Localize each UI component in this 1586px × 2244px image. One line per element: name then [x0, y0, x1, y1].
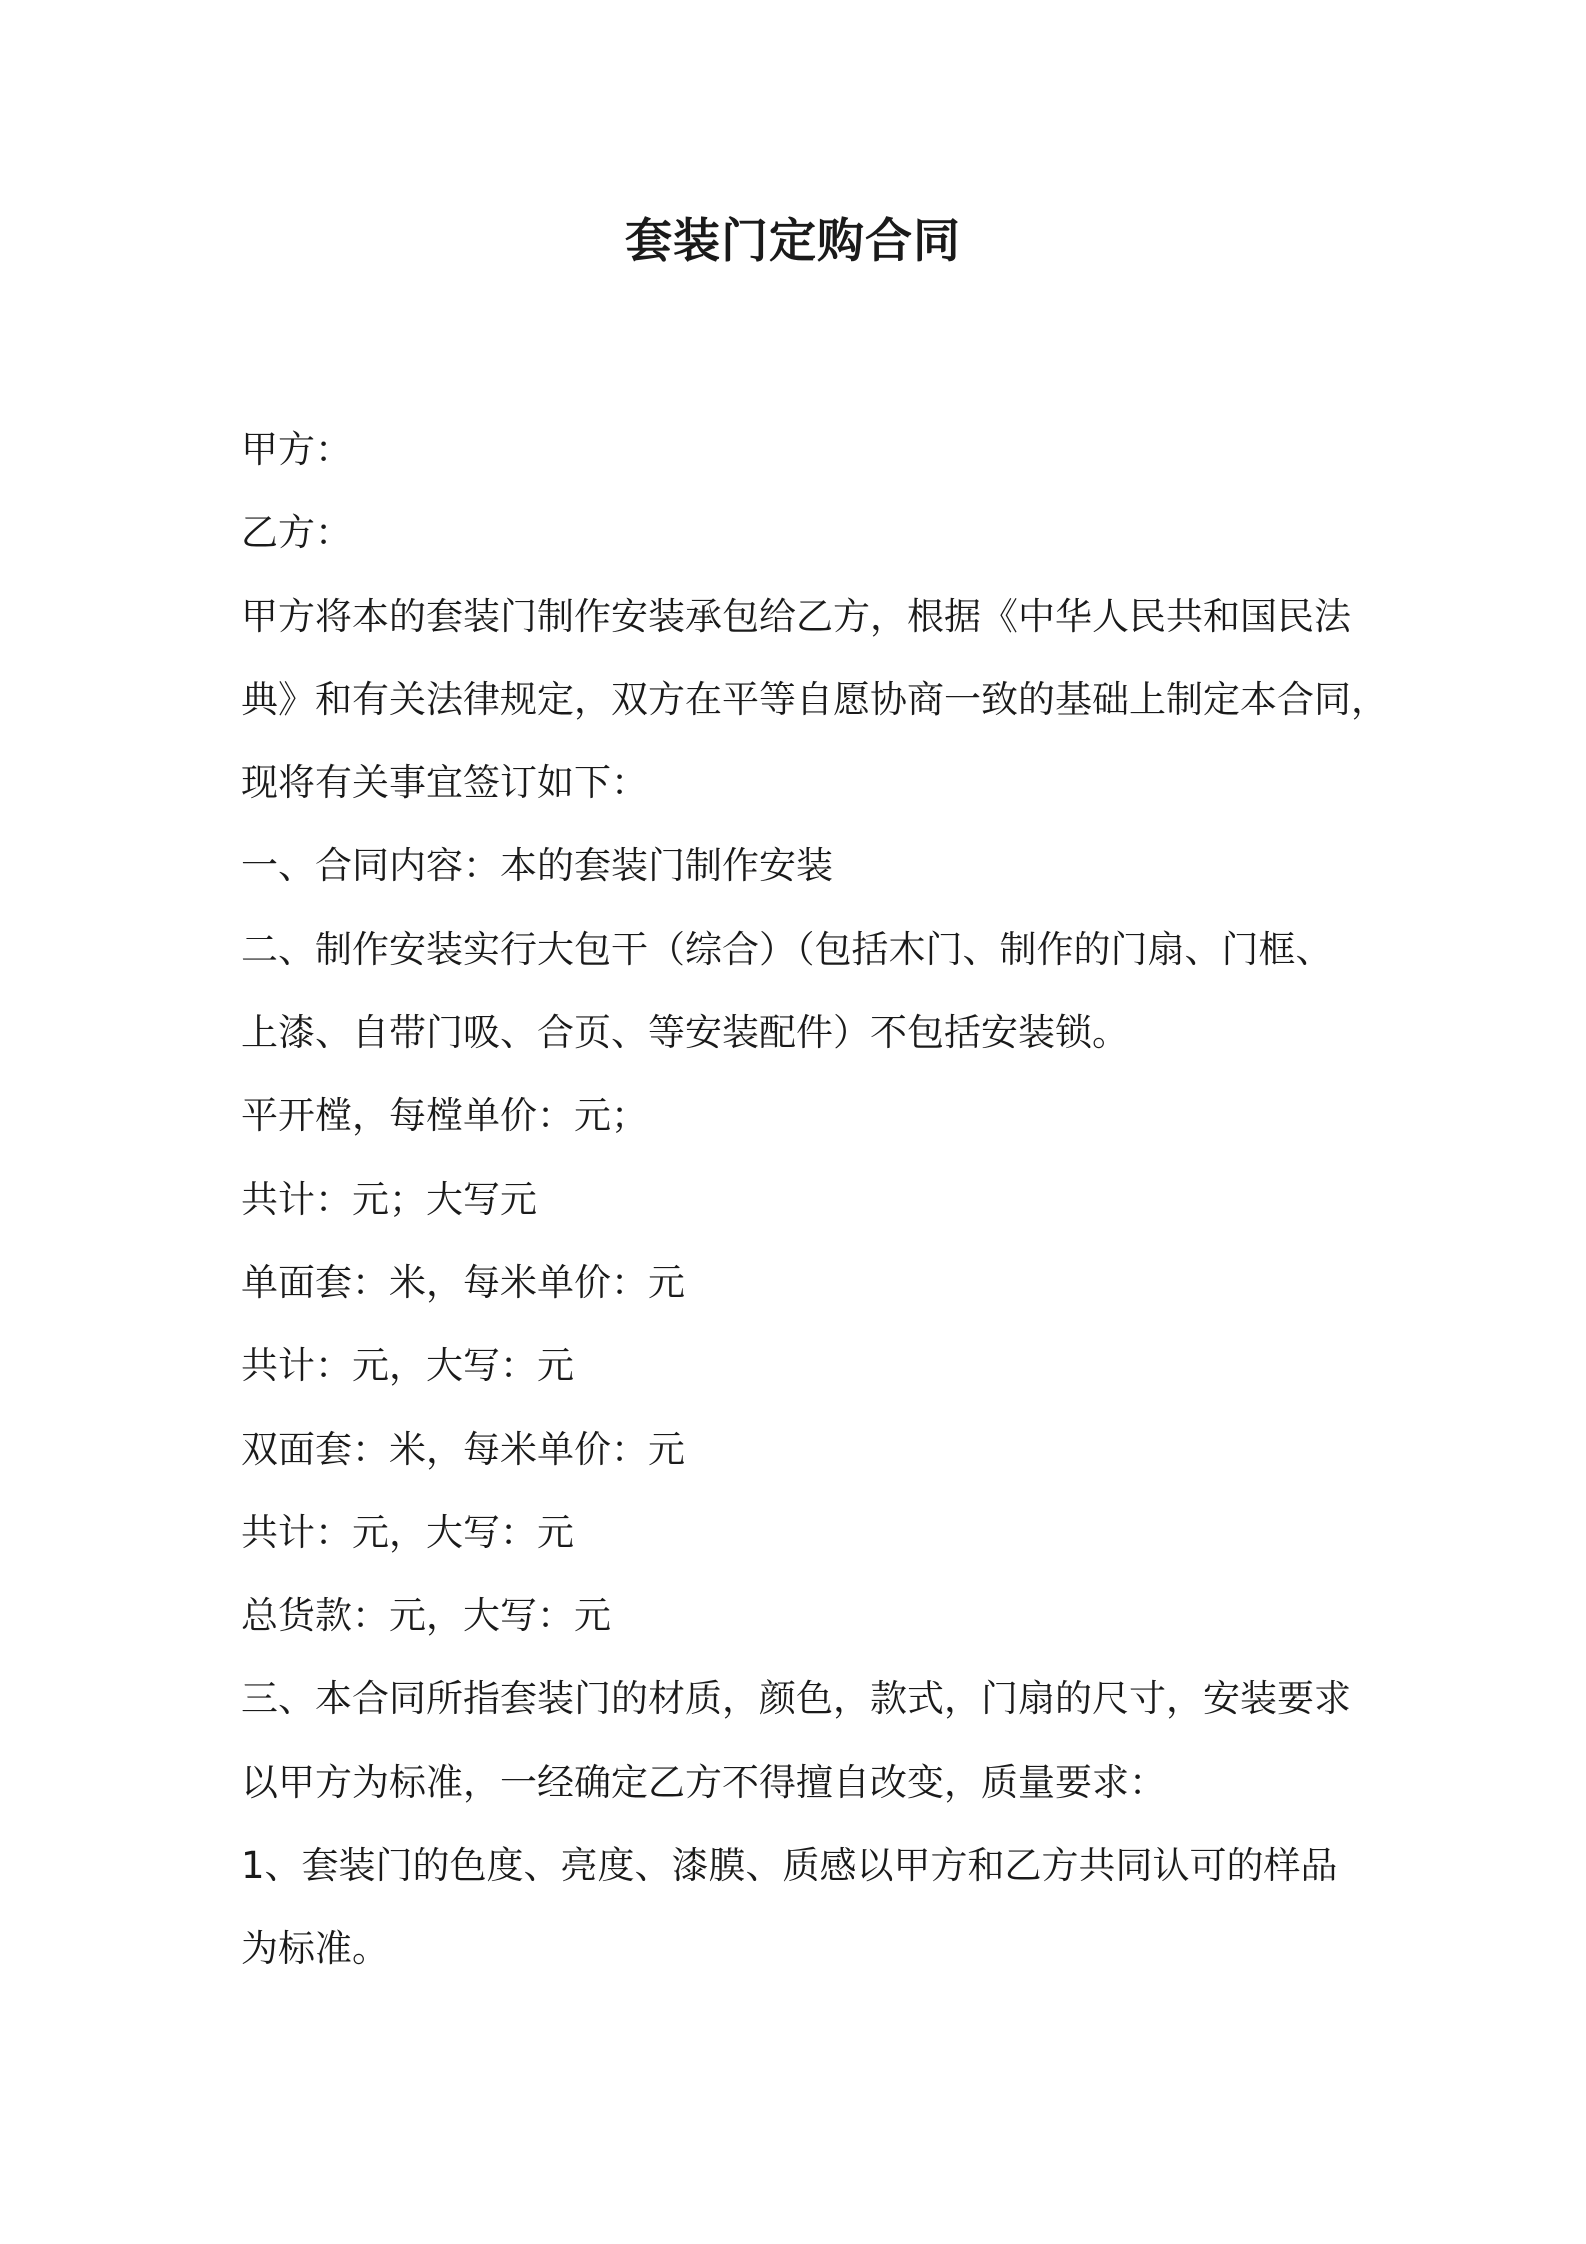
clause-2-line-2: 上漆、自带门吸、合页、等安装配件）不包括安装锁。 [241, 1011, 1129, 1055]
subtotal-line-1: 共计：元；大写元 [241, 1177, 537, 1221]
clause-2-line-1: 二、制作安装实行大包干（综合）（包括木门、制作的门扇、门框、 [241, 927, 1333, 971]
preamble-line-2: 典》和有关法律规定，双方在平等自愿协商一致的基础上制定本合同， [241, 677, 1388, 721]
price-line-double-frame: 双面套：米，每米单价：元 [241, 1427, 685, 1471]
party-b-line: 乙方： [241, 511, 352, 555]
preamble-line-3: 现将有关事宜签订如下： [241, 761, 648, 805]
party-a-line: 甲方： [241, 428, 352, 471]
clause-3-line-2: 以甲方为标准，一经确定乙方不得擅自改变，质量要求： [241, 1760, 1166, 1804]
clause-3-line-1: 三、本合同所指套装门的材质，颜色，款式，门扇的尺寸，安装要求 [241, 1677, 1351, 1721]
quality-item-1-line-1: 1、套装门的色度、亮度、漆膜、质感以甲方和乙方共同认可的样品 [241, 1844, 1338, 1888]
price-line-swing-door: 平开樘，每樘单价：元； [241, 1094, 648, 1138]
total-payment-line: 总货款：元，大写：元 [241, 1594, 611, 1638]
subtotal-line-3: 共计：元，大写：元 [241, 1510, 574, 1554]
preamble-line-1: 甲方将本的套装门制作安装承包给乙方，根据《中华人民共和国民法 [241, 594, 1351, 638]
price-line-single-frame: 单面套：米，每米单价：元 [241, 1260, 685, 1304]
subtotal-line-2: 共计：元，大写：元 [241, 1344, 574, 1388]
quality-item-1-line-2: 为标准。 [241, 1927, 389, 1971]
document-title: 套装门定购合同 [625, 214, 961, 269]
contract-body [241, 408, 1388, 1991]
clause-1-line: 一、合同内容：本的套装门制作安装 [241, 844, 833, 888]
